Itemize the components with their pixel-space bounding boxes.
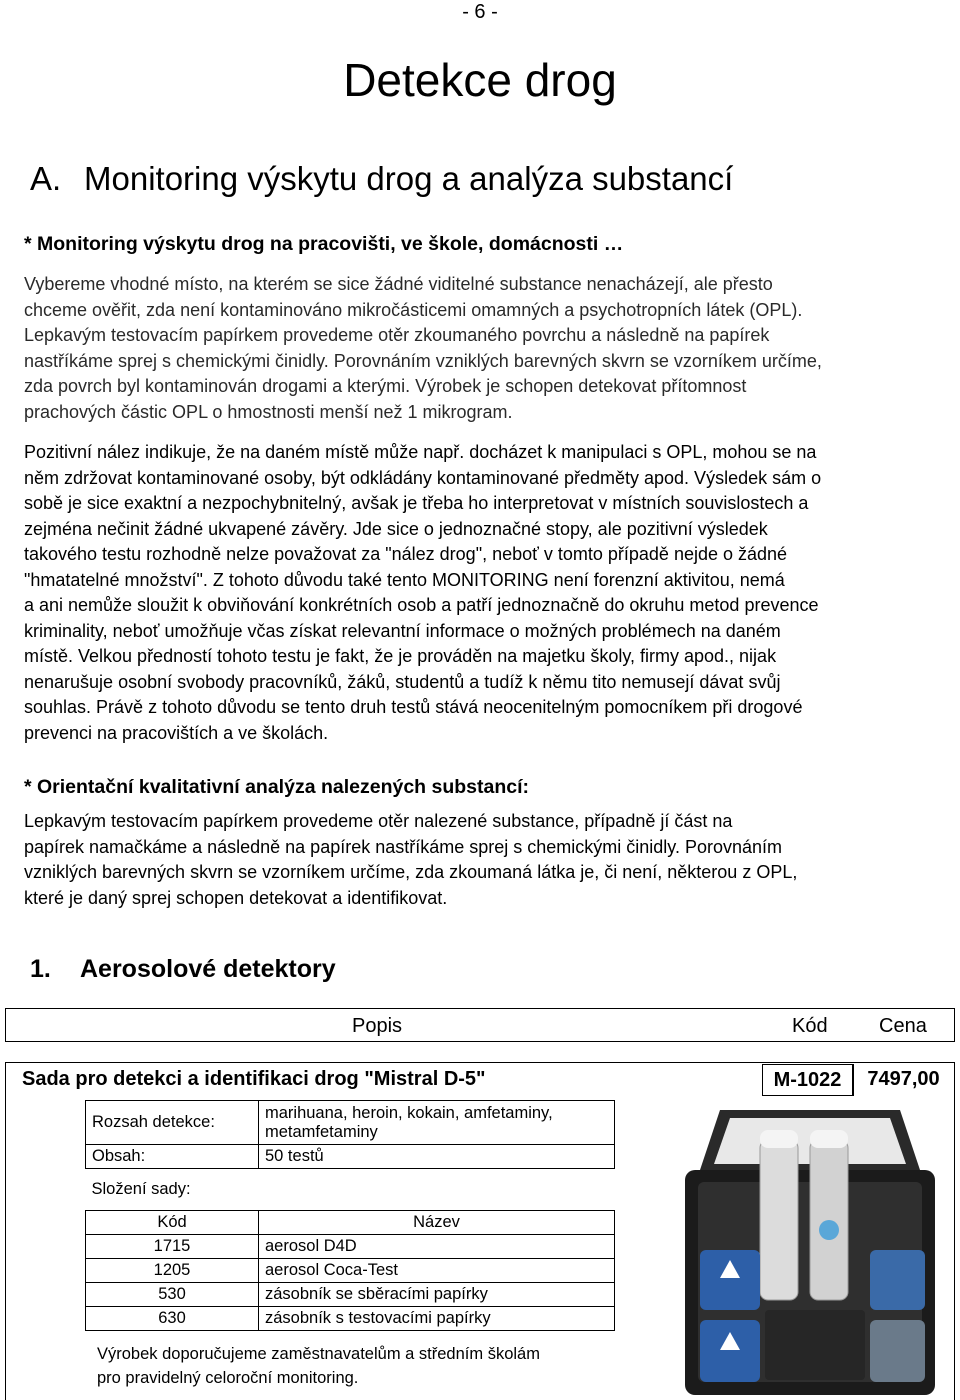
range-value-line: marihuana, heroin, kokain, amfetaminy, <box>265 1103 553 1122</box>
text-line: papírek namačkáme a následně na papírek nastříkáme sprej s chemickými činidly. Porovnáním <box>24 836 783 857</box>
can-logo <box>819 1220 839 1240</box>
item-code: 1715 <box>86 1235 259 1259</box>
range-value <box>259 1101 615 1145</box>
header-cena: Cena <box>879 1015 927 1037</box>
subsection-number: 1. <box>30 955 51 983</box>
composition-header-code: Kód <box>86 1211 259 1235</box>
can-cap <box>760 1130 798 1148</box>
composition-header-name: Název <box>259 1211 615 1235</box>
range-label: Rozsah detekce: <box>86 1101 259 1145</box>
text-line: nenarušuje osobní svobody pracovníků, žáků, studentů a tudíž k němu tito nemusejí dávat svůj <box>24 671 781 692</box>
text-line: "hmatatelné množství". Z tohoto důvodu také tento MONITORING není forenzní aktivitou, nemá <box>24 569 785 590</box>
dispenser-blue <box>870 1250 925 1310</box>
item-name: zásobník s testovacími papírky <box>259 1307 615 1331</box>
table-row <box>86 1307 615 1331</box>
text-line: prachových částic OPL o hmostnosti menší než 1 mikrogram. <box>24 401 513 422</box>
item-name: aerosol Coca-Test <box>259 1259 615 1283</box>
dispenser-blue <box>700 1250 760 1310</box>
text-line: které je daný sprej schopen detekovat a identifikovat. <box>24 887 448 908</box>
item-name: zásobník se sběracími papírky <box>259 1283 615 1307</box>
text-line: Vybereme vhodné místo, na kterém se sice žádné viditelné substance nenacházejí, ale přesto <box>24 274 773 294</box>
text-line: souhlas. Právě z tohoto důvodu se tento druh testů stává neocenitelným pomocníkem při drogové <box>24 697 803 717</box>
analysis-heading: * Orientační kvalitativní analýza nalezených substancí: <box>24 776 530 798</box>
product-info-table <box>85 1100 615 1331</box>
monitoring-paragraph-1 <box>24 272 954 425</box>
item-name: aerosol D4D <box>259 1235 615 1259</box>
text-line: Pozitivní nález indikuje, že na daném místě může např. docházet k manipulaci s OPL, mohou se na <box>24 442 817 462</box>
text-line: vzniklých barevných skvrn se vzorníkem určíme, zda zkoumaná látka je, či není, některou z OPL, <box>24 862 798 882</box>
contents-value: 50 testů <box>259 1145 615 1169</box>
text-line: kriminality, neboť umožňuje včas získat relevantní informace o možných problémech na daném <box>24 620 781 641</box>
table-row <box>86 1283 615 1307</box>
note-line: Výrobek doporučujeme zaměstnavatelům a středním školám <box>97 1345 540 1363</box>
table-row <box>86 1235 615 1259</box>
dispenser-grey <box>870 1320 925 1382</box>
header-kod: Kód <box>792 1015 828 1037</box>
text-line: Lepkavým testovacím papírkem provedeme otěr nalezené substance, případně jí část na <box>24 811 733 831</box>
analysis-paragraph <box>24 809 954 911</box>
composition-label: Složení sady: <box>91 1180 191 1198</box>
text-line: takového testu rozhodně nelze považovat za "nález drog", neboť v tomto případě nejde o žádné <box>24 544 788 564</box>
text-line: zejména nečinit žádné ukvapené závěry. Jde sice o jednoznačné stopy, ale pozitivní výsledek <box>24 518 768 539</box>
page-number: - 6 - <box>462 1 498 23</box>
product-price: 7497,00 <box>853 1064 953 1096</box>
text-line: zda povrch byl kontaminován drogami a kterými. Výrobek je schopen detekovat přítomnost <box>24 376 747 396</box>
section-letter: A. <box>30 160 62 197</box>
subsection-heading <box>30 955 336 984</box>
case-compartment <box>765 1310 865 1380</box>
can-cap <box>810 1130 848 1148</box>
section-a-heading <box>30 160 733 198</box>
range-value-line: metamfetaminy <box>265 1122 378 1141</box>
header-popis: Popis <box>352 1015 403 1037</box>
product-photo <box>680 1100 940 1400</box>
text-line: Lepkavým testovacím papírkem provedeme otěr zkoumaného povrchu a následně na papírek <box>24 325 770 345</box>
item-code: 530 <box>86 1283 259 1307</box>
recommendation-note <box>97 1342 540 1390</box>
item-code: 630 <box>86 1307 259 1331</box>
contents-label: Obsah: <box>86 1145 259 1169</box>
section-title: Monitoring výskytu drog a analýza substancí <box>84 160 734 197</box>
note-line: pro pravidelný celoroční monitoring. <box>97 1369 359 1387</box>
spray-can-d4d <box>760 1140 798 1300</box>
item-code: 1205 <box>86 1259 259 1283</box>
subsection-title: Aerosolové detektory <box>80 955 336 983</box>
text-line: místě. Velkou předností tohoto testu je fakt, že je prováděn na majetku školy, firmy apod., nijak <box>24 646 777 666</box>
product-name: Sada pro detekci a identifikaci drog "Mistral D-5" <box>22 1068 486 1090</box>
text-line: sobě je sice exaktní a nezpochybnitelný, avšak je třeba ho interpretovat v místních souvislostech a <box>24 493 809 513</box>
text-line: nastříkáme sprej s chemickými činidly. Porovnáním vzniklých barevných skvrn se vzorníkem určíme, <box>24 350 822 371</box>
dispenser-blue <box>700 1320 760 1382</box>
page-title: Detekce drog <box>343 54 617 106</box>
product-code: M-1022 <box>762 1064 853 1096</box>
monitoring-heading: * Monitoring výskytu drog na pracovišti, ve škole, domácnosti … <box>24 233 624 255</box>
text-line: chceme ověřit, zda není kontaminováno mikročásticemi omamných a psychotropních látek (OPL). <box>24 299 803 320</box>
text-line: něm zdržovat kontaminované osoby, být odkládány kontaminované předměty apod. Výsledek sám o <box>24 467 822 488</box>
text-line: a ani nemůže sloužit k obviňování konkrétních osob a patří jednoznačně do okruhu metod prevence <box>24 595 819 615</box>
table-header <box>5 1008 955 1042</box>
text-line: prevenci na pracovištích a ve školách. <box>24 722 329 743</box>
monitoring-paragraph-2 <box>24 440 954 746</box>
table-row <box>86 1259 615 1283</box>
